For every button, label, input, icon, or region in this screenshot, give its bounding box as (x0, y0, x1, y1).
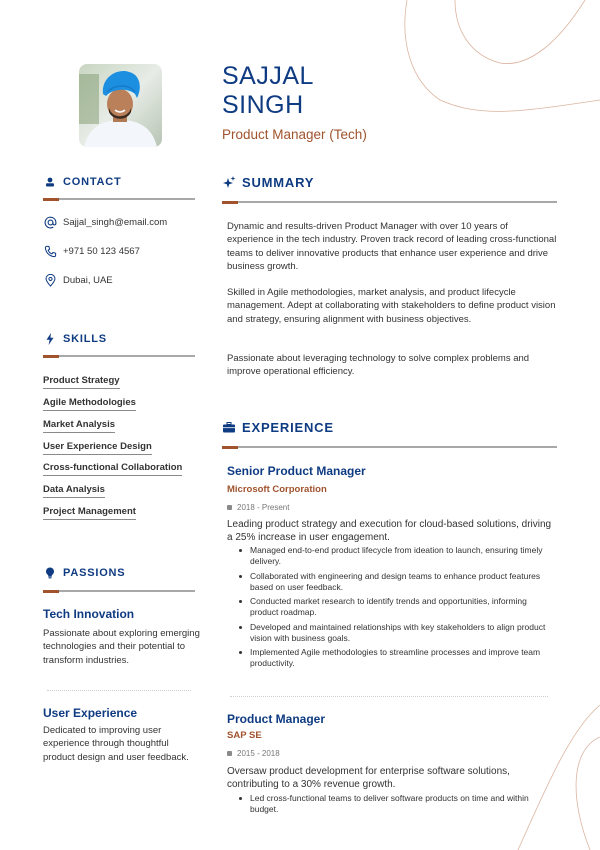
lightbulb-icon (43, 566, 57, 580)
name-first: SAJJAL (222, 62, 314, 90)
summary-paragraph: Passionate about leveraging technology to solve complex problems and improve operational efficiency. (227, 353, 530, 378)
summary-divider (222, 201, 557, 203)
job-role: Product Manager (Tech) (222, 127, 367, 142)
passion-text: Passionate about exploring emerging technologies and their potential to transform industries. (43, 628, 200, 666)
company-name: SAP SE (227, 730, 262, 741)
dates-text: 2018 - Present (237, 503, 290, 512)
briefcase-icon (222, 421, 236, 435)
bullet-item: Conducted market research to identify trends and opportunities, informing product roadmap. (238, 596, 553, 618)
lightning-icon (43, 332, 57, 346)
passion-text: Dedicated to improving user experience through thoughtful product design and user feedback. (43, 725, 189, 763)
name-last: SINGH (222, 91, 304, 119)
summary-heading (222, 175, 314, 190)
passions-heading (43, 566, 125, 580)
job-description: Oversaw product development for enterprise software solutions, contributing to a 30% revenue growth. (227, 766, 510, 791)
bullet-item: Collaborated with engineering and design teams to enhance product features based on user feedback. (238, 571, 553, 593)
job-bullets (238, 793, 553, 819)
job-divider (230, 696, 548, 697)
skill-item: Agile Methodologies (43, 397, 136, 411)
contact-divider (43, 198, 195, 200)
calendar-icon (227, 505, 232, 510)
company-name: Microsoft Corporation (227, 484, 327, 495)
profile-photo (79, 64, 162, 147)
bullet-item: Developed and maintained relationships with key stakeholders to align product vision with business goals. (238, 622, 553, 644)
contact-email[interactable] (43, 215, 167, 229)
location-text: Dubai, UAE (63, 274, 113, 286)
phone-text: +971 50 123 4567 (63, 245, 140, 257)
skill-item: Data Analysis (43, 484, 105, 498)
skill-item: Cross-functional Collaboration (43, 462, 182, 476)
bullet-item: Managed end-to-end product lifecycle from ideation to launch, ensuring timely delivery. (238, 545, 553, 567)
phone-icon (43, 244, 57, 258)
avatar-image (79, 64, 162, 147)
skill-item: Project Management (43, 506, 136, 520)
experience-heading (222, 420, 334, 435)
skills-divider (43, 355, 195, 357)
passions-divider (43, 590, 195, 592)
location-pin-icon (43, 273, 57, 287)
passion-title: Tech Innovation (43, 607, 135, 621)
skill-item: Product Strategy (43, 375, 120, 389)
passions-title: PASSIONS (63, 567, 126, 579)
summary-title: SUMMARY (242, 175, 315, 190)
contact-location (43, 273, 113, 287)
job-dates (227, 503, 289, 512)
bullet-item: Led cross-functional teams to deliver software products on time and within budget. (238, 793, 553, 815)
experience-divider (222, 446, 557, 448)
contact-phone[interactable] (43, 244, 140, 258)
passion-title: User Experience (43, 706, 138, 720)
job-title: Senior Product Manager (227, 464, 366, 478)
skills-title: SKILLS (63, 333, 107, 345)
skills-heading (43, 332, 107, 346)
passion-divider (47, 690, 191, 691)
bullet-item: Implemented Agile methodologies to streamline processes and improve team productivity. (238, 647, 553, 669)
at-icon (43, 215, 57, 229)
contact-title: CONTACT (63, 176, 122, 188)
calendar-icon (227, 751, 232, 756)
skill-item: User Experience Design (43, 441, 152, 455)
job-title: Product Manager (227, 712, 326, 726)
job-bullets (238, 545, 553, 673)
summary-paragraph: Dynamic and results-driven Product Manager with over 10 years of experience in the tech industry. Proven track record of leading cross-functional teams to deliver innovative products that enhance user experience and drive business growth. (227, 221, 557, 272)
job-dates (227, 749, 280, 758)
user-icon (43, 175, 57, 189)
sparkle-icon (222, 176, 236, 190)
email-text: Sajjal_singh@email.com (63, 216, 168, 228)
skill-item: Market Analysis (43, 419, 115, 433)
contact-heading (43, 175, 122, 189)
summary-paragraph: Skilled in Agile methodologies, market analysis, and product lifecycle management. Adept at collaborating with stakeholders to define product vision and strategy, ensuring alignment with business objectives. (227, 287, 556, 325)
candidate-name (222, 62, 314, 120)
dates-text: 2015 - 2018 (237, 749, 280, 758)
job-description: Leading product strategy and execution for cloud-based solutions, driving a 25% increase in user engagement. (227, 519, 552, 544)
experience-title: EXPERIENCE (242, 420, 334, 435)
